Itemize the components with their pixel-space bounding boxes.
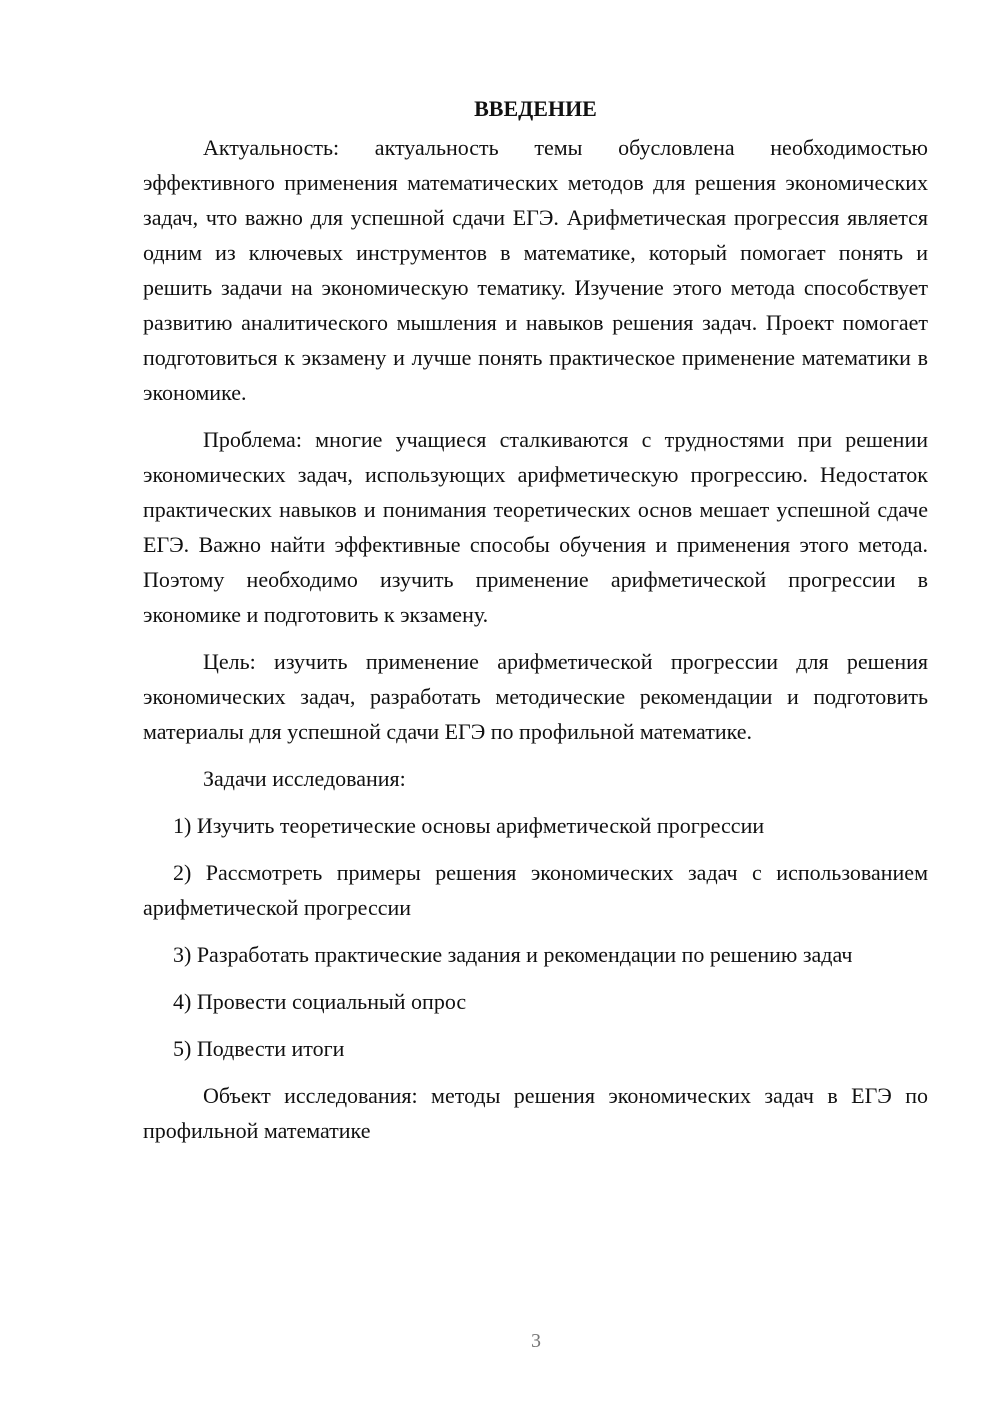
task-item: 2) Рассмотреть примеры решения экономических задач с использованием арифметической прогрессии [143, 860, 928, 920]
task-item: 1) Изучить теоретические основы арифметической прогрессии [173, 813, 765, 838]
task-item: 4) Провести социальный опрос [173, 989, 467, 1014]
task-item: 3) Разработать практические задания и рекомендации по решению задач [173, 942, 853, 967]
goal-paragraph: Цель: изучить применение арифметической прогрессии для решения экономических задач, разработать методические рекомендации и подготовить материалы для успешной сдачи ЕГЭ по профильной математике. [143, 649, 928, 744]
page-title: ВВЕДЕНИЕ [474, 96, 597, 121]
relevance-paragraph: Актуальность: актуальность темы обусловлена необходимостью эффективного применения математических методов для решения экономических задач, что важно для успешной сдачи ЕГЭ. Арифметическая прогрессия является одним из ключевых инструментов в математике, который помогает понять и решить задачи на экономическую тематику. Изучение этого метода способствует развитию аналитического мышления и навыков решения задач. Проект помогает подготовиться к экзамену и лучше понять практическое применение математики в экономике. [143, 135, 928, 405]
tasks-list [143, 808, 928, 1066]
page-content [143, 90, 928, 1160]
object-paragraph: Объект исследования: методы решения экономических задач в ЕГЭ по профильной математике [143, 1083, 928, 1143]
page-number: 3 [531, 1330, 541, 1352]
task-item: 5) Подвести итоги [173, 1036, 345, 1061]
problem-paragraph: Проблема: многие учащиеся сталкиваются с трудностями при решении экономических задач, использующих арифметическую прогрессию. Недостаток практических навыков и понимания теоретических основ мешает успешной сдаче ЕГЭ. Важно найти эффективные способы обучения и применения этого метода. Поэтому необходимо изучить применение арифметической прогрессии в экономике и подготовить к экзамену. [143, 427, 928, 627]
tasks-heading: Задачи исследования: [203, 766, 406, 791]
